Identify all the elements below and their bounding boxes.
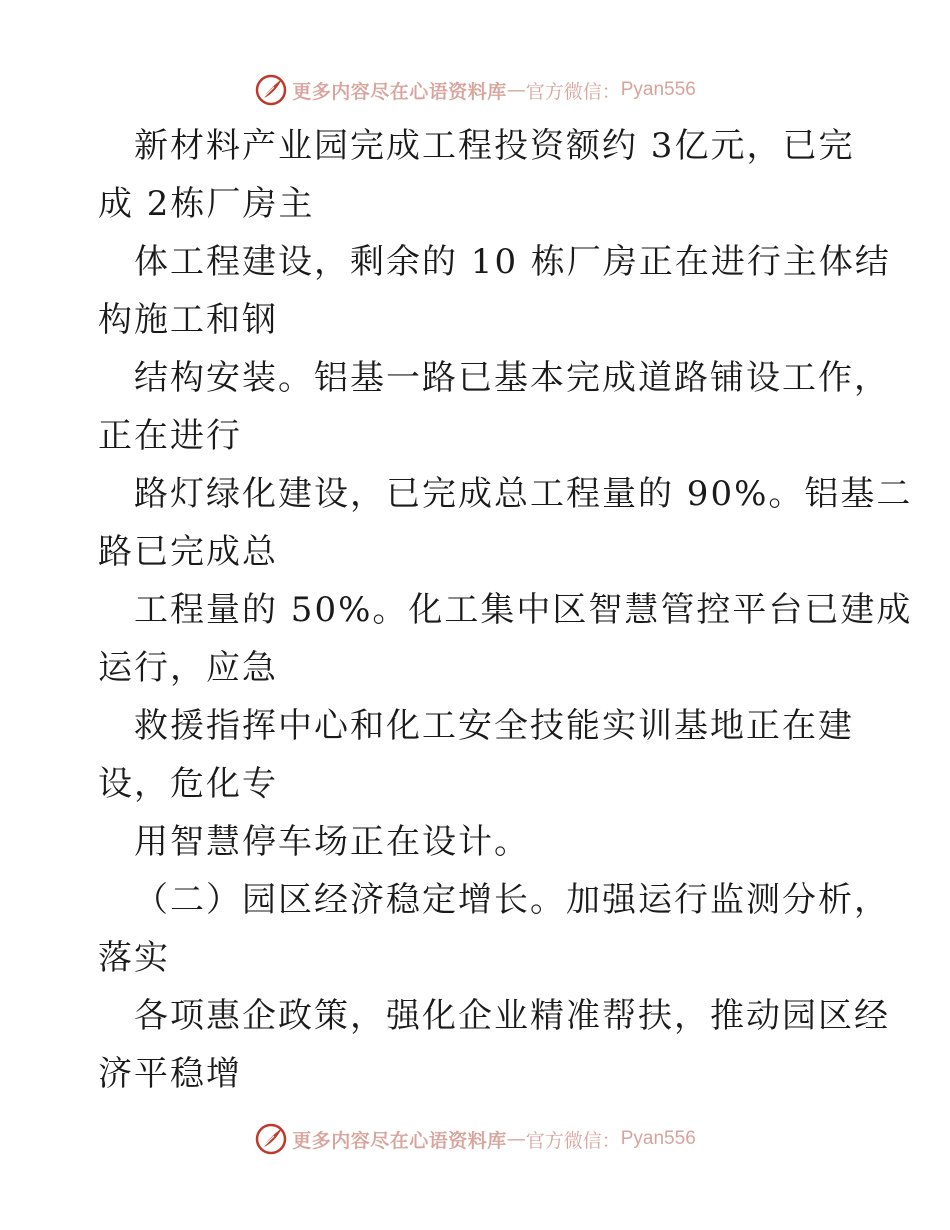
footer-official-label: 官方微信： [525, 1129, 621, 1152]
body-line: 构施工和钢 [98, 300, 278, 340]
body-line: 济平稳增 [98, 1054, 242, 1094]
body-line: 路已完成总 [98, 532, 278, 572]
section-heading-line: （二）园区经济稳定增长。加强运行监测分析， [134, 880, 890, 920]
body-line: 用智慧停车场正在设计。 [134, 822, 530, 862]
body-line: 成 2栋厂房主 [98, 184, 315, 224]
header-banner [0, 70, 950, 110]
footer-brand-text: 更多内容尽在心语资料库 [292, 1129, 507, 1152]
header-brand-text: 更多内容尽在心语资料库 [292, 80, 507, 103]
header-official-label: 官方微信： [525, 80, 621, 103]
header-separator: — [506, 79, 526, 101]
body-line: 新材料产业园完成工程投资额约 3亿元，已完 [134, 126, 855, 166]
header-wechat-id: Pyan556 [620, 79, 696, 100]
footer-wechat-id: Pyan556 [620, 1128, 696, 1149]
feather-pen-logo-icon [254, 73, 288, 107]
body-line: 各项惠企政策，强化企业精准帮扶，推动园区经 [134, 996, 890, 1036]
body-line: 路灯绿化建设，已完成总工程量的 90%。铝基二 [134, 474, 913, 514]
body-line: 体工程建设，剩余的 10 栋厂房正在进行主体结 [134, 242, 891, 282]
body-line: 工程量的 50%。化工集中区智慧管控平台已建成 [134, 590, 913, 630]
footer-separator: — [506, 1128, 526, 1150]
feather-pen-logo-icon [254, 1122, 288, 1156]
body-line: 落实 [98, 938, 170, 978]
body-line: 设，危化专 [98, 764, 278, 804]
body-line: 救援指挥中心和化工安全技能实训基地正在建 [134, 706, 854, 746]
document-body [98, 117, 913, 1103]
body-line: 结构安装。铝基一路已基本完成道路铺设工作， [134, 358, 890, 398]
footer-banner [0, 1119, 950, 1159]
body-line: 运行，应急 [98, 648, 278, 688]
body-line: 正在进行 [98, 416, 242, 456]
